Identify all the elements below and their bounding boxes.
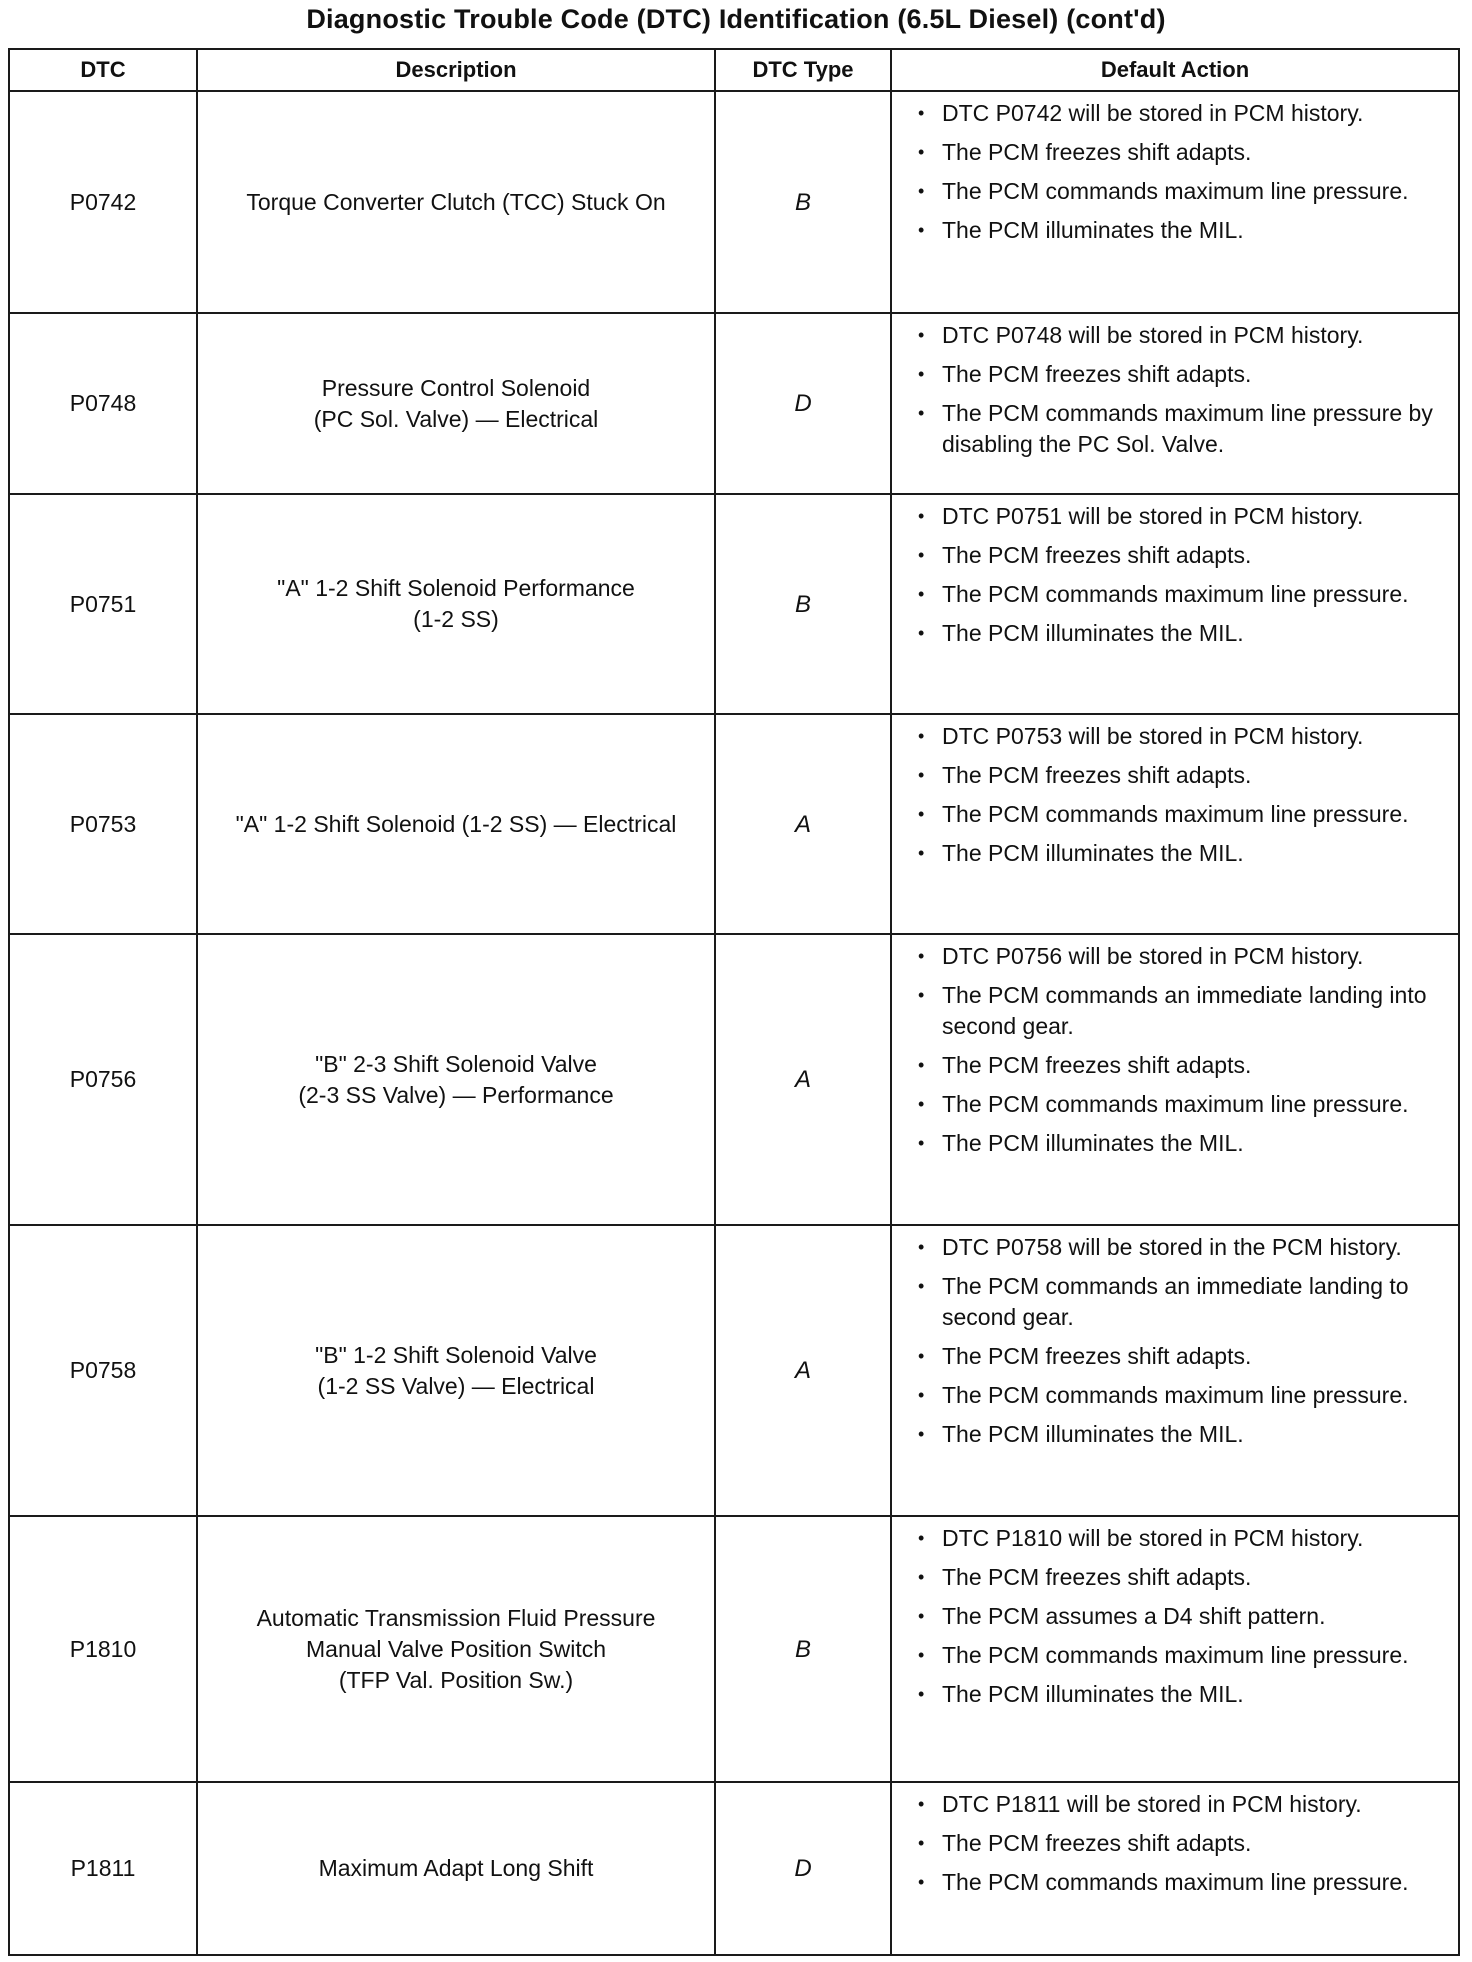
action-item: • The PCM commands maximum line pressure.	[914, 1089, 1444, 1120]
table-row	[9, 1225, 1459, 1516]
description-line: Maximum Adapt Long Shift	[318, 1855, 594, 1881]
header-default-action: Default Action	[891, 49, 1459, 91]
action-item: • The PCM commands maximum line pressure.	[914, 1640, 1444, 1671]
dtc-code: P0748	[9, 313, 197, 494]
dtc-description	[197, 714, 715, 934]
dtc-type: B	[715, 91, 891, 313]
description-line: (TFP Val. Position Sw.)	[338, 1666, 574, 1693]
action-item: • The PCM illuminates the MIL.	[914, 618, 1444, 649]
action-item: • The PCM assumes a D4 shift pattern.	[914, 1601, 1444, 1632]
action-item: • DTC P1811 will be stored in PCM history.	[914, 1789, 1444, 1820]
action-item: • DTC P0751 will be stored in PCM history.	[914, 501, 1444, 532]
action-item: • The PCM freezes shift adapts.	[914, 760, 1444, 791]
action-item: • The PCM commands maximum line pressure.	[914, 579, 1444, 610]
description-line: (2-3 SS Valve) — Performance	[298, 1081, 614, 1108]
description-line: "A" 1-2 Shift Solenoid (1-2 SS) — Electrical	[235, 810, 677, 837]
description-line: (PC Sol. Valve) — Electrical	[313, 405, 599, 432]
header-description: Description	[197, 49, 715, 91]
table-row	[9, 494, 1459, 714]
dtc-type: A	[715, 934, 891, 1225]
action-item: • The PCM freezes shift adapts.	[914, 1341, 1444, 1372]
dtc-type: A	[715, 714, 891, 934]
action-item: • The PCM freezes shift adapts.	[914, 1050, 1444, 1081]
header-row	[9, 49, 1459, 91]
default-action	[891, 934, 1459, 1225]
dtc-description	[197, 1225, 715, 1516]
table-body	[9, 91, 1459, 1955]
action-item: • The PCM illuminates the MIL.	[914, 1679, 1444, 1710]
action-item: • The PCM commands an immediate landing to second gear.	[914, 1271, 1444, 1333]
dtc-code: P0756	[9, 934, 197, 1225]
action-item: • The PCM commands maximum line pressure.	[914, 1380, 1444, 1411]
description-line: Automatic Transmission Fluid Pressure	[256, 1604, 656, 1631]
action-item: • DTC P0753 will be stored in PCM history.	[914, 721, 1444, 752]
default-action	[891, 1225, 1459, 1516]
dtc-description	[197, 1516, 715, 1782]
table-row	[9, 714, 1459, 934]
default-action	[891, 313, 1459, 494]
dtc-code: P1811	[9, 1782, 197, 1955]
action-item: • The PCM freezes shift adapts.	[914, 137, 1444, 168]
description-line: (1-2 SS)	[413, 606, 499, 632]
action-list	[892, 1517, 1458, 1714]
dtc-type: A	[715, 1225, 891, 1516]
action-item: • The PCM illuminates the MIL.	[914, 1128, 1444, 1159]
description-line: "B" 2-3 Shift Solenoid Valve	[315, 1050, 597, 1077]
action-item: • DTC P1810 will be stored in PCM history.	[914, 1523, 1444, 1554]
dtc-type: B	[715, 1516, 891, 1782]
description-line: Manual Valve Position Switch	[306, 1635, 606, 1662]
default-action	[891, 1782, 1459, 1955]
action-item: • The PCM commands maximum line pressure.	[914, 799, 1444, 830]
dtc-description	[197, 313, 715, 494]
dtc-table	[8, 48, 1460, 1956]
action-item: • The PCM commands an immediate landing into second gear.	[914, 980, 1444, 1042]
action-list	[892, 314, 1458, 464]
dtc-description	[197, 91, 715, 313]
dtc-type: B	[715, 494, 891, 714]
action-item: • The PCM illuminates the MIL.	[914, 838, 1444, 869]
dtc-description	[197, 1782, 715, 1955]
table-row	[9, 313, 1459, 494]
dtc-code: P0758	[9, 1225, 197, 1516]
dtc-description	[197, 494, 715, 714]
action-list	[892, 935, 1458, 1163]
description-line: Pressure Control Solenoid	[321, 374, 591, 401]
default-action	[891, 494, 1459, 714]
description-line: "A" 1-2 Shift Solenoid Performance	[277, 575, 635, 601]
table-row	[9, 1782, 1459, 1955]
dtc-code: P0742	[9, 91, 197, 313]
action-item: • DTC P0742 will be stored in PCM history.	[914, 98, 1444, 129]
dtc-code: P0751	[9, 494, 197, 714]
header-dtc: DTC	[9, 49, 197, 91]
page-title: Diagnostic Trouble Code (DTC) Identification (6.5L Diesel) (cont'd)	[306, 4, 1166, 34]
table-row	[9, 91, 1459, 313]
dtc-type: D	[715, 313, 891, 494]
action-item: • DTC P0748 will be stored in PCM history.	[914, 320, 1444, 351]
dtc-type: D	[715, 1782, 891, 1955]
action-list	[892, 1226, 1458, 1454]
action-item: • The PCM freezes shift adapts.	[914, 1562, 1444, 1593]
action-item: • The PCM commands maximum line pressure by disabling the PC Sol. Valve.	[914, 398, 1444, 460]
default-action	[891, 1516, 1459, 1782]
action-list	[892, 1783, 1458, 1902]
header-dtc-type: DTC Type	[715, 49, 891, 91]
default-action	[891, 91, 1459, 313]
action-item: • The PCM illuminates the MIL.	[914, 1419, 1444, 1450]
action-item: • The PCM commands maximum line pressure.	[914, 176, 1444, 207]
dtc-description	[197, 934, 715, 1225]
description-line: Torque Converter Clutch (TCC) Stuck On	[246, 188, 666, 215]
action-item: • The PCM freezes shift adapts.	[914, 1828, 1444, 1859]
action-list	[892, 715, 1458, 873]
dtc-code: P1810	[9, 1516, 197, 1782]
action-item: • DTC P0756 will be stored in PCM history.	[914, 941, 1444, 972]
description-line: (1-2 SS Valve) — Electrical	[317, 1372, 595, 1399]
description-line: "B" 1-2 Shift Solenoid Valve	[315, 1341, 597, 1368]
default-action	[891, 714, 1459, 934]
action-item: • DTC P0758 will be stored in the PCM history.	[914, 1232, 1444, 1263]
action-item: • The PCM freezes shift adapts.	[914, 359, 1444, 390]
action-item: • The PCM illuminates the MIL.	[914, 215, 1444, 246]
action-list	[892, 495, 1458, 653]
table-row	[9, 1516, 1459, 1782]
table-row	[9, 934, 1459, 1225]
dtc-code: P0753	[9, 714, 197, 934]
action-item: • The PCM freezes shift adapts.	[914, 540, 1444, 571]
action-list	[892, 92, 1458, 250]
action-item: • The PCM commands maximum line pressure.	[914, 1867, 1444, 1898]
